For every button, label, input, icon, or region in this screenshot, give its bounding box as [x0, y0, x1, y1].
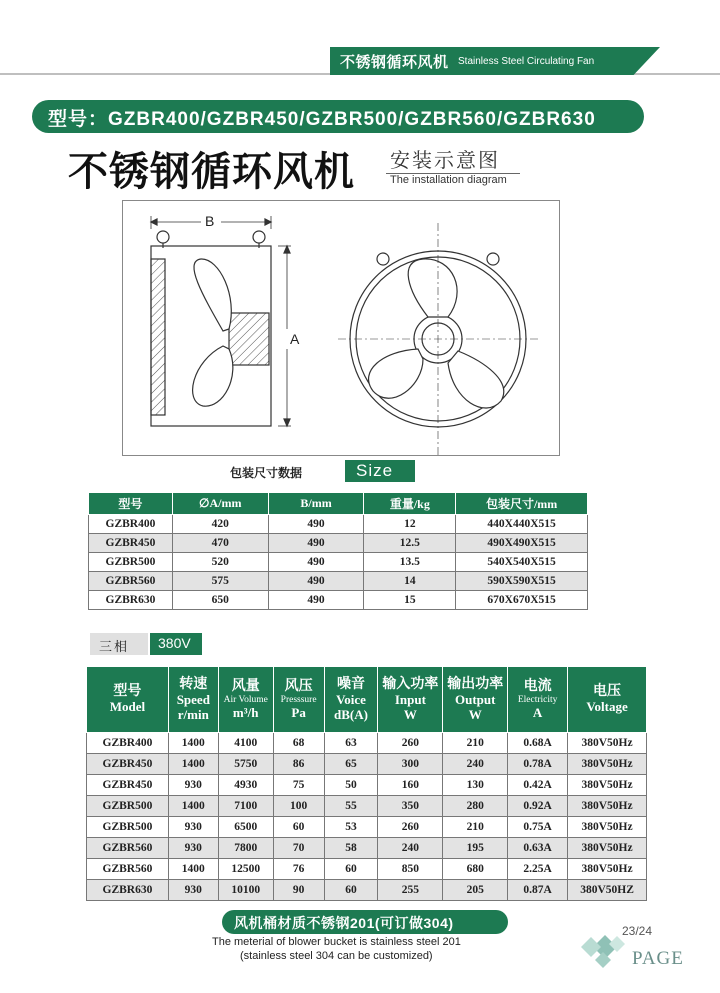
header-title-cn: 不锈钢循环风机 [340, 54, 449, 71]
table-row [89, 591, 588, 610]
table-cell: 930 [168, 817, 218, 838]
table-cell: 10100 [218, 880, 273, 901]
table-cell: 255 [378, 880, 443, 901]
table-cell: GZBR560 [87, 838, 169, 859]
table-cell: GZBR450 [89, 534, 173, 553]
table-cell: 76 [273, 859, 324, 880]
table-cell: 520 [172, 553, 268, 572]
table-cell: 0.68A [508, 733, 568, 754]
table-cell: 60 [273, 817, 324, 838]
table-cell: 130 [443, 775, 508, 796]
size-section-label-cn: 包装尺寸数据 [230, 466, 303, 480]
table-cell: 0.63A [508, 838, 568, 859]
size-table-header-row [89, 493, 588, 515]
table-cell: 490 [268, 534, 364, 553]
table-cell: 0.75A [508, 817, 568, 838]
table-cell: 680 [443, 859, 508, 880]
table-cell: 380V50Hz [568, 775, 647, 796]
voltage-label: 380V [158, 635, 191, 651]
table-cell: 850 [378, 859, 443, 880]
table-cell: 160 [378, 775, 443, 796]
footer-material-en: The meterial of blower bucket is stainless steel 201 [212, 936, 461, 948]
table-cell: 490 [268, 572, 364, 591]
table-cell: GZBR630 [87, 880, 169, 901]
table-cell: 0.92A [508, 796, 568, 817]
table-cell: 490 [268, 591, 364, 610]
front-view [338, 223, 538, 455]
table-cell: 470 [172, 534, 268, 553]
phase-label: 三相 [99, 639, 130, 654]
table-cell: 205 [443, 880, 508, 901]
table-cell: 53 [324, 817, 378, 838]
table-cell: GZBR400 [87, 733, 169, 754]
table-row [87, 838, 647, 859]
table-cell: 195 [443, 838, 508, 859]
perf-col-input: 输入功率 Input W [378, 667, 443, 733]
footer-material-cn: 风机桶材质不锈钢201(可订做304) [234, 915, 454, 931]
table-cell: 4930 [218, 775, 273, 796]
table-cell: 260 [378, 733, 443, 754]
table-cell: GZBR500 [87, 796, 169, 817]
table-cell: 490X490X515 [456, 534, 588, 553]
page-title: 不锈钢循环风机 [68, 149, 355, 195]
table-cell: 1400 [168, 796, 218, 817]
perf-col-model: 型号 Model [87, 667, 169, 733]
size-table [88, 492, 588, 610]
table-cell: 70 [273, 838, 324, 859]
dim-b-label: B [205, 213, 215, 229]
table-cell: 590X590X515 [456, 572, 588, 591]
perf-col-air-volume: 风量 Air Volume m³/h [218, 667, 273, 733]
table-cell: GZBR560 [89, 572, 173, 591]
table-cell: 4100 [218, 733, 273, 754]
table-cell: 12.5 [364, 534, 456, 553]
table-cell: 14 [364, 572, 456, 591]
table-cell: 280 [443, 796, 508, 817]
table-cell: 58 [324, 838, 378, 859]
table-cell: 55 [324, 796, 378, 817]
table-cell: 100 [273, 796, 324, 817]
table-cell: 1400 [168, 733, 218, 754]
size-col-length: B/mm [268, 493, 364, 515]
model-list: 型号：GZBR400/GZBR450/GZBR500/GZBR560/GZBR630 [48, 109, 596, 130]
table-cell: 7100 [218, 796, 273, 817]
perf-col-voice: 噪音 Voice dB(A) [324, 667, 378, 733]
table-cell: 50 [324, 775, 378, 796]
table-cell: 210 [443, 733, 508, 754]
table-row [89, 553, 588, 572]
table-cell: 2.25A [508, 859, 568, 880]
table-row [87, 754, 647, 775]
table-cell: 0.78A [508, 754, 568, 775]
table-cell: 60 [324, 859, 378, 880]
table-cell: 490 [268, 515, 364, 534]
footer-material-en-note: (stainless steel 304 can be customized) [240, 950, 433, 962]
table-cell: 63 [324, 733, 378, 754]
size-section-label-en: Size [356, 461, 394, 480]
size-col-weight: 重量/kg [364, 493, 456, 515]
perf-col-current: 电流 Electricity A [508, 667, 568, 733]
table-cell: 15 [364, 591, 456, 610]
fan-drawing [123, 201, 559, 455]
table-cell: 575 [172, 572, 268, 591]
table-cell: 65 [324, 754, 378, 775]
page-label: PAGE [632, 948, 684, 969]
table-cell: 490 [268, 553, 364, 572]
table-cell: GZBR450 [87, 754, 169, 775]
page-subtitle-cn: 安装示意图 [390, 150, 500, 172]
table-cell: GZBR560 [87, 859, 169, 880]
table-cell: 0.87A [508, 880, 568, 901]
table-cell: 5750 [218, 754, 273, 775]
table-row [89, 515, 588, 534]
page-subtitle-en: The installation diagram [390, 174, 507, 186]
table-cell: 380V50Hz [568, 817, 647, 838]
table-cell: 75 [273, 775, 324, 796]
table-cell: 12500 [218, 859, 273, 880]
size-col-model: 型号 [89, 493, 173, 515]
table-cell: 210 [443, 817, 508, 838]
installation-diagram [122, 200, 560, 456]
table-cell: 1400 [168, 754, 218, 775]
table-cell: GZBR630 [89, 591, 173, 610]
table-row [89, 534, 588, 553]
table-cell: GZBR400 [89, 515, 173, 534]
side-view [151, 216, 291, 426]
table-cell: 650 [172, 591, 268, 610]
table-cell: 440X440X515 [456, 515, 588, 534]
table-cell: 13.5 [364, 553, 456, 572]
perf-table-header-row [87, 667, 647, 733]
table-cell: 300 [378, 754, 443, 775]
table-cell: 350 [378, 796, 443, 817]
perf-col-speed: 转速 Speed r/min [168, 667, 218, 733]
table-cell: 0.42A [508, 775, 568, 796]
table-cell: 240 [443, 754, 508, 775]
table-cell: 380V50Hz [568, 733, 647, 754]
size-col-package: 包装尺寸/mm [456, 493, 588, 515]
table-cell: 930 [168, 775, 218, 796]
table-cell: 670X670X515 [456, 591, 588, 610]
table-row [87, 796, 647, 817]
table-cell: GZBR450 [87, 775, 169, 796]
table-cell: 6500 [218, 817, 273, 838]
table-cell: 86 [273, 754, 324, 775]
size-col-diameter: ∅A/mm [172, 493, 268, 515]
performance-table [86, 666, 647, 901]
table-cell: 1400 [168, 859, 218, 880]
table-row [89, 572, 588, 591]
table-row [87, 775, 647, 796]
table-cell: 7800 [218, 838, 273, 859]
table-cell: 240 [378, 838, 443, 859]
header-title-en: Stainless Steel Circulating Fan [458, 56, 595, 67]
table-cell: 380V50Hz [568, 859, 647, 880]
table-cell: 60 [324, 880, 378, 901]
table-cell: 380V50Hz [568, 838, 647, 859]
table-cell: 260 [378, 817, 443, 838]
table-cell: 380V50Hz [568, 754, 647, 775]
perf-col-voltage: 电压 Voltage [568, 667, 647, 733]
table-cell: 930 [168, 838, 218, 859]
table-row [87, 733, 647, 754]
table-cell: 12 [364, 515, 456, 534]
page-number: 23/24 [622, 924, 653, 938]
table-cell: 380V50HZ [568, 880, 647, 901]
table-row [87, 817, 647, 838]
perf-col-output: 输出功率 Output W [443, 667, 508, 733]
table-cell: 540X540X515 [456, 553, 588, 572]
table-cell: 930 [168, 880, 218, 901]
table-cell: GZBR500 [87, 817, 169, 838]
table-cell: 380V50Hz [568, 796, 647, 817]
table-cell: 68 [273, 733, 324, 754]
table-row [87, 859, 647, 880]
table-cell: 420 [172, 515, 268, 534]
table-cell: GZBR500 [89, 553, 173, 572]
table-cell: 90 [273, 880, 324, 901]
perf-col-pressure: 风压 Presssure Pa [273, 667, 324, 733]
dim-a-label: A [290, 331, 300, 347]
table-row [87, 880, 647, 901]
